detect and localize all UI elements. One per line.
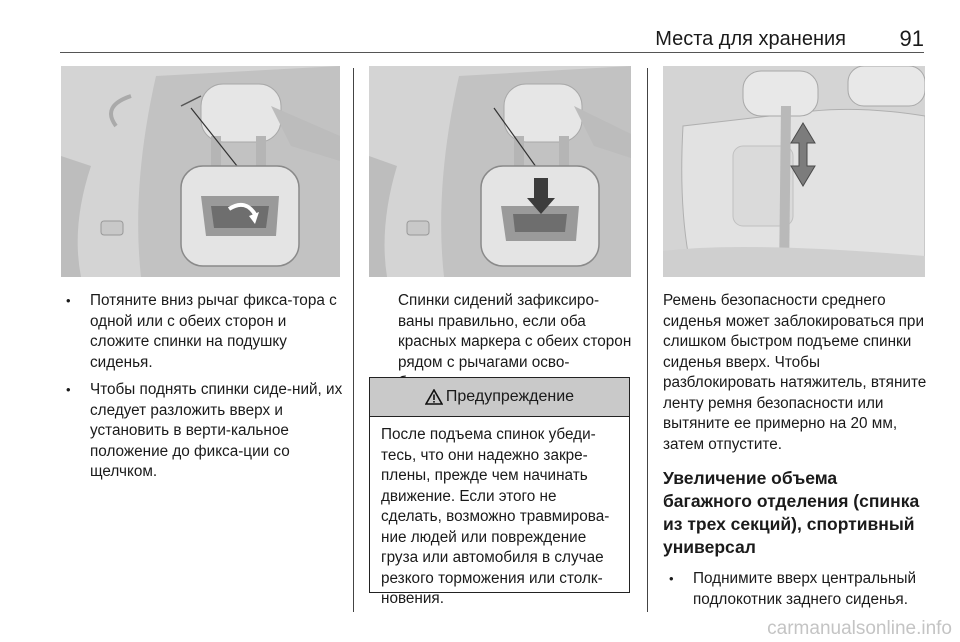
section-heading: Увеличение объема багажного отделения (спинка из трех секций), спортивный универсал	[663, 468, 920, 557]
page-header	[60, 22, 924, 53]
list-item	[60, 291, 345, 373]
column-2-paragraph: Спинки сидений зафиксиро-ваны правильно, если оба красных маркера с обеих сторон рядом с рычагами осво-	[398, 292, 632, 371]
warning-box	[369, 377, 630, 607]
list-item-text: Потяните вниз рычаг фикса-тора с одной или с обеих сторон и сложите спинки на подушку сиденья.	[90, 292, 337, 371]
bullet-icon: •	[66, 293, 71, 308]
warning-triangle-icon	[425, 389, 443, 405]
instruction-list-1	[60, 291, 345, 483]
bullet-icon: •	[66, 382, 71, 397]
list-item-text: Поднимите вверх центральный подлокотник заднего сиденья.	[693, 570, 917, 608]
list-item	[663, 569, 929, 610]
page-title: Места для хранения	[655, 28, 846, 50]
illustration-seat-lever-push	[369, 66, 631, 277]
column-3-text	[663, 291, 929, 617]
seat-belt-drawing	[663, 66, 925, 277]
watermark: carmanualsonline.info	[767, 618, 952, 639]
column-3-paragraph: Ремень безопасности среднего сиденья может заблокироваться при слишком быстром подъеме спинки сиденья вверх. Чтобы разблокировать натяжитель, втяните ленту ремня безопасности или вытяните ее примерно на 20 мм, затем отпустите.	[663, 292, 927, 453]
warning-header	[370, 378, 629, 417]
list-item	[60, 380, 345, 483]
warning-text: После подъема спинок убеди-тесь, что они надежно закре-плены, прежде чем начинать движение. Если этого не сделать, возможно травмирова-ние людей или повреждение груза или автомобиля в случае резкого торможения или столк-новения.	[381, 426, 610, 607]
seat-lever-pull-drawing	[61, 66, 340, 277]
illustration-seat-belt	[663, 66, 925, 277]
bullet-icon: •	[669, 571, 674, 586]
warning-title: Предупреждение	[445, 388, 575, 405]
instruction-list-3	[663, 569, 929, 610]
list-item-text: Чтобы поднять спинки сиде-ний, их следует разложить вверх и установить в верти-кальное положение до фикса-ции со щелчком.	[90, 381, 343, 480]
column-divider-1	[353, 68, 354, 612]
column-1-text	[60, 291, 345, 490]
page-number: 91	[899, 26, 924, 51]
column-divider-2	[647, 68, 648, 612]
seat-lever-push-drawing	[369, 66, 631, 277]
illustration-seat-lever-pull	[61, 66, 340, 277]
